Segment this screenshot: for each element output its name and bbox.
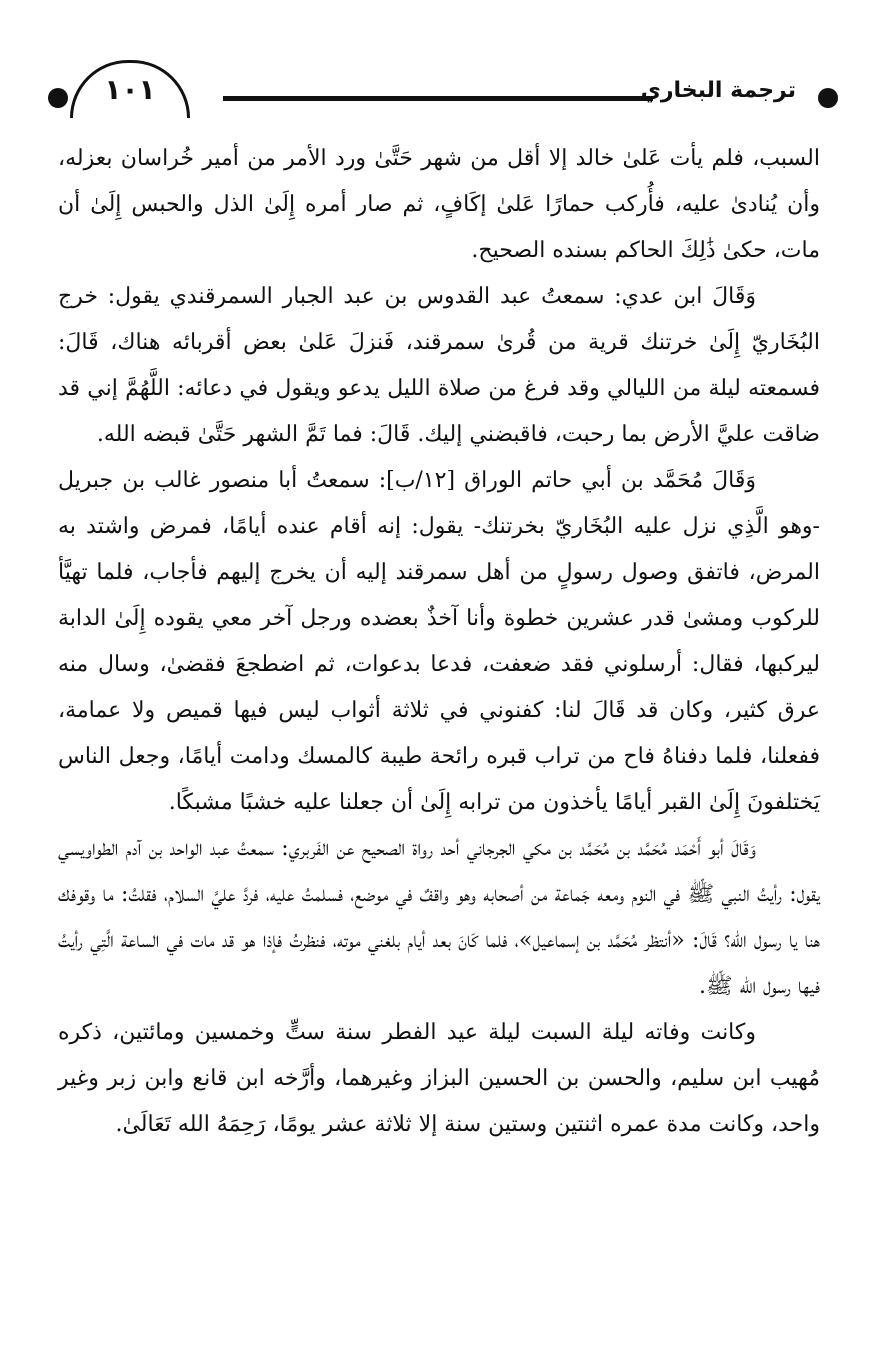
header-rule: [223, 96, 653, 101]
page-header: [48, 60, 838, 120]
running-title: ترجمة البخاري: [640, 78, 796, 103]
paragraph: وَقَالَ مُحَمَّد بن أبي حاتم الوراق [١٢/ب]: سمعتُ أبا منصور غالب بن جبريل -وهو الَّذِي نزل عليه البُخَاريّ بخرتنك- يقول: إنه أقام عنده أيامًا، فمرض واشتد به المرض، فاتفق وصول رسولٍ من أهل سمرقند إليه أن يخرج إليهم فأجاب، فلما تهيَّأ للركوب ومشىٰ قدر عشرين خطوة وأنا آخذٌ بعضده ورجل آخر معي يقوده إِلَىٰ الدابة ليركبها، فقال: أرسلوني فقد ضعفت، فدعا بدعوات، ثم اضطجعَ فقضىٰ، وسال منه عرق كثير، وكان قد قَالَ لنا: كفنوني في ثلاثة أثواب ليس فيها قميص ولا عمامة، ففعلنا، فلما دفناهُ فاح من تراب قبره رائحة طيبة كالمسك ودامت أيامًا، وجعل الناس يَختلفونَ إِلَىٰ القبر أيامًا يأخذون من ترابه إِلَىٰ أن جعلنا عليه خشبًا مشبكًا.: [58, 468, 820, 815]
paragraph: وكانت وفاته ليلة السبت ليلة عيد الفطر سنة ستٍّ وخمسين ومائتين، ذكره مُهيب ابن سليم، والحسن بن الحسين البزاز وغيرهما، وأرَّخه ابن قانع وابن زبر وغير واحد، وكانت مدة عمره اثنتين وستين سنة إلا ثلاثة عشر يومًا، رَحِمَهُ الله تَعَالَىٰ.: [58, 1020, 820, 1137]
page-body: [58, 136, 820, 1148]
page-number: ١٠١: [104, 73, 156, 106]
paragraph: وَقَالَ ابن عدي: سمعتُ عبد القدوس بن عبد الجبار السمرقندي يقول: خرج البُخَاريّ إِلَىٰ خرتنك قرية من قُرىٰ سمرقند، فَنزلَ عَلىٰ بعض أقربائه هناك، قَالَ: فسمعته ليلة من الليالي وقد فرغ من صلاة الليل يدعو ويقول في دعائه: اللَّهُمَّ إني قد ضاقت عليَّ الأرض بما رحبت، فاقبضني إليك. قَالَ: فما تَمَّ الشهر حَتَّىٰ قبضه الله.: [58, 284, 820, 447]
page-number-frame: [70, 60, 190, 118]
paragraph: وَقَالَ أبو أَحْمَد مُحَمَّد بن مُحَمَّد بن مكي الجرجاني أحد رواة الصحيح عن الفَربري: سمعتُ عبد الواحد بن آدم الطواويسي يقول: رأيتُ النبي ﷺ في النوم ومعه جَماعة من أصحابه وهو واقفٌ في موضع، فسلمتُ عليه، فردَّ عليَّ السلام، فقلتُ: ما وقوفك هنا يا رسول الله؟ قَالَ: «أنتظر مُحَمَّد بن إسماعيل»، فلما كَانَ بعد أيام بلغني موته، فنظرتُ فإذا هو قد مات في الساعة الَّتِي رأيتُ فيها رسول الله ﷺ.: [58, 836, 820, 999]
header-left-dot-ornament: [48, 88, 68, 108]
header-right-dot-ornament: [818, 88, 838, 108]
paragraph: السبب، فلم يأت عَلىٰ خالد إلا أقل من شهر حَتَّىٰ ورد الأمر من أمير خُراسان بعزله، وأن يُنادىٰ عليه، فأُركب حمارًا عَلىٰ إكَافٍ، ثم صار أمره إِلَىٰ الذل والحبس إِلَىٰ أن مات، حكىٰ ذَٰلِكَ الحاكم بسنده الصحيح.: [58, 146, 820, 263]
